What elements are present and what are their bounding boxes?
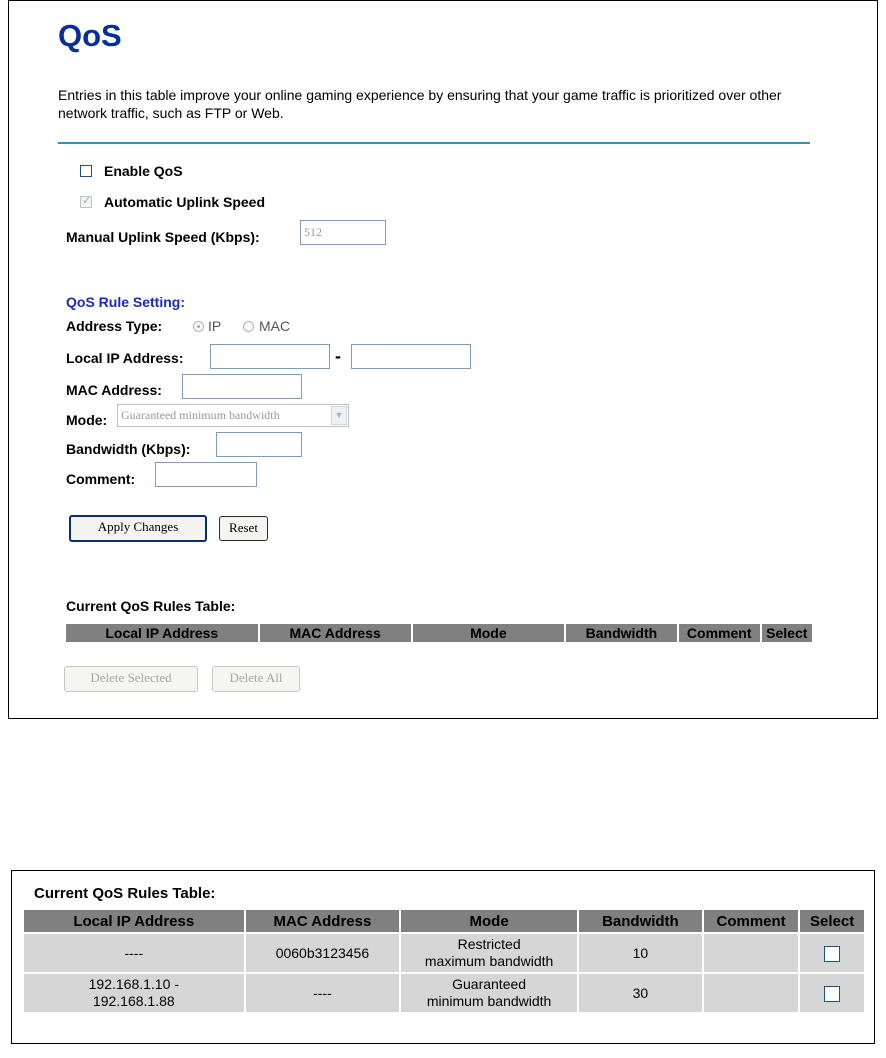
cell-comment [704, 974, 798, 1012]
delete-selected-button[interactable]: Delete Selected [64, 666, 198, 692]
address-type-mac-label: MAC [259, 318, 291, 334]
cell-mode-line1: Restricted [457, 936, 521, 952]
local-ip-end-input[interactable] [351, 344, 471, 369]
col-select: Select [762, 624, 812, 642]
table-header-row [66, 624, 812, 642]
cell-mode [401, 974, 577, 1012]
table-row [24, 934, 864, 972]
cell-select [800, 974, 864, 1012]
rule-setting-heading: QoS Rule Setting: [66, 294, 185, 310]
manual-uplink-input[interactable]: 512 [300, 220, 386, 245]
col-mode: Mode [401, 910, 577, 932]
manual-uplink-label: Manual Uplink Speed (Kbps): [66, 229, 260, 245]
col-mac: MAC Address [246, 910, 400, 932]
col-bandwidth: Bandwidth [579, 910, 702, 932]
address-type-ip-radio[interactable] [193, 321, 204, 332]
col-comment: Comment [679, 624, 760, 642]
cell-bandwidth: 10 [579, 934, 702, 972]
bandwidth-label: Bandwidth (Kbps): [66, 441, 191, 457]
table-row [24, 974, 864, 1012]
divider [58, 142, 810, 144]
comment-label: Comment: [66, 471, 136, 487]
cell-local-ip-line1: ---- [124, 944, 144, 961]
col-select: Select [800, 910, 864, 932]
rules-table-title: Current QoS Rules Table: [34, 885, 216, 902]
address-type-label: Address Type: [66, 318, 163, 334]
comment-input[interactable] [155, 462, 257, 487]
chevron-down-icon: ▼ [331, 406, 347, 425]
auto-uplink-label: Automatic Uplink Speed [104, 194, 266, 210]
col-local-ip: Local IP Address [66, 624, 258, 642]
auto-uplink-checkbox[interactable] [80, 196, 92, 208]
rules-table-title: Current QoS Rules Table: [66, 598, 236, 614]
apply-changes-button[interactable]: Apply Changes [69, 515, 207, 542]
local-ip-label: Local IP Address: [66, 350, 184, 366]
table-header-row [24, 910, 864, 932]
mode-select[interactable] [117, 404, 349, 427]
delete-all-button[interactable]: Delete All [212, 666, 300, 692]
mac-address-input[interactable] [182, 374, 302, 399]
row-select-checkbox[interactable] [824, 986, 840, 1002]
cell-mode-line2: minimum bandwidth [426, 993, 552, 1009]
address-type-ip-label: IP [208, 318, 222, 334]
cell-local-ip-line2: 192.168.1.88 [92, 993, 175, 1009]
cell-mode-line2: maximum bandwidth [424, 953, 554, 969]
mode-label: Mode: [66, 412, 108, 428]
address-type-mac-radio[interactable] [243, 321, 254, 332]
col-bandwidth: Bandwidth [566, 624, 677, 642]
enable-qos-checkbox[interactable] [80, 165, 92, 177]
cell-local-ip [24, 934, 244, 972]
local-ip-separator: - [335, 346, 341, 366]
rules-table-populated [22, 908, 866, 1014]
col-comment: Comment [704, 910, 798, 932]
cell-bandwidth: 30 [579, 974, 702, 1012]
reset-button[interactable]: Reset [219, 516, 268, 541]
cell-comment [704, 934, 798, 972]
mode-select-value: Guaranteed minimum bandwidth [121, 408, 280, 422]
cell-mac: 0060b3123456 [246, 934, 400, 972]
mac-address-label: MAC Address: [66, 382, 162, 398]
col-mac: MAC Address [260, 624, 411, 642]
col-local-ip: Local IP Address [24, 910, 244, 932]
col-mode: Mode [413, 624, 564, 642]
cell-mode [401, 934, 577, 972]
local-ip-start-input[interactable] [210, 344, 330, 369]
enable-qos-label: Enable QoS [104, 163, 183, 179]
rules-table-empty [64, 622, 814, 644]
cell-select [800, 934, 864, 972]
page-title: QoS [58, 18, 122, 53]
bandwidth-input[interactable] [216, 432, 302, 457]
cell-local-ip [24, 974, 244, 1012]
cell-mac: ---- [246, 974, 400, 1012]
cell-local-ip-line1: 192.168.1.10 - [88, 976, 179, 992]
intro-text: Entries in this table improve your online gaming experience by ensuring that your game traffic is prioritized over other network traffic, such as FTP or Web. [58, 87, 782, 121]
row-select-checkbox[interactable] [824, 946, 840, 962]
cell-mode-line1: Guaranteed [452, 976, 527, 992]
